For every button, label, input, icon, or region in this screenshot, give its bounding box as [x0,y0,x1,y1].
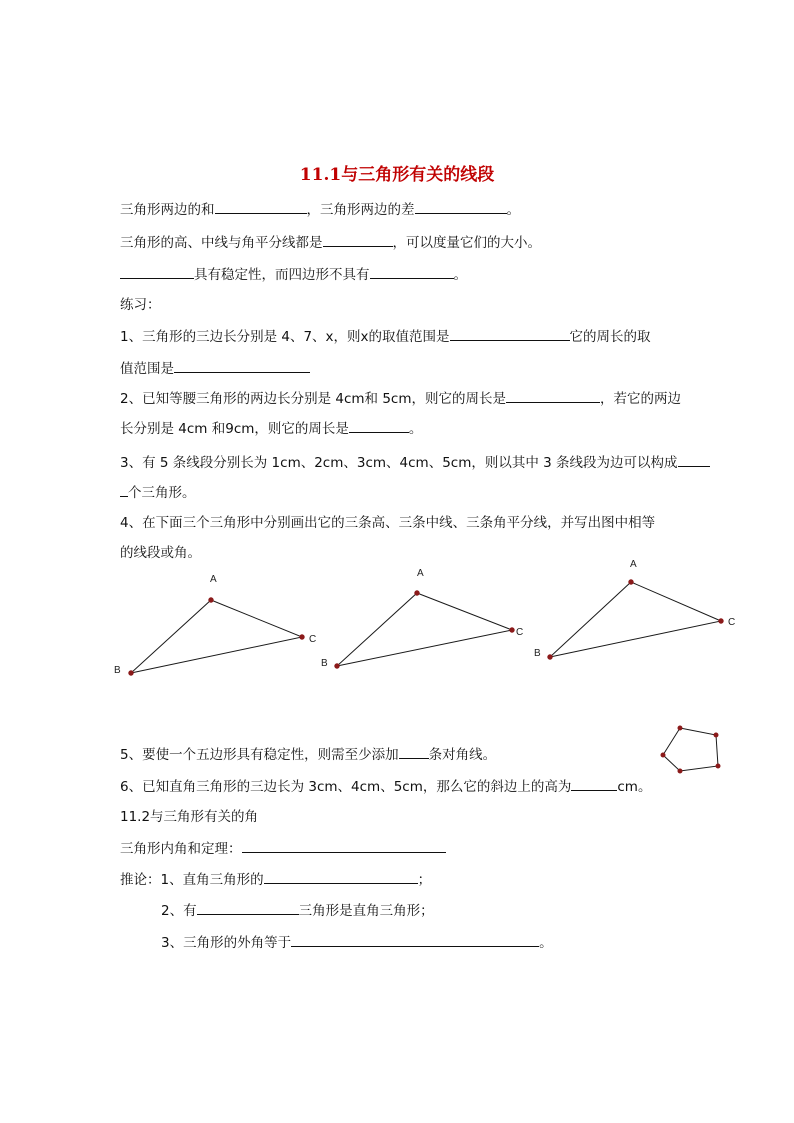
text: 6、已知直角三角形的三边长为 3cm、4cm、5cm，那么它的斜边上的高为 [120,779,572,795]
line-stability [120,264,467,285]
question-6 [120,776,651,797]
question-3-cont [120,482,196,503]
angle-sum-theorem [120,838,446,859]
point-a [629,580,633,584]
text: 3、有 5 条线段分别长为 1cm、2cm、3cm、4cm、5cm，则以其中 3 条线段为边可以构成 [120,455,678,471]
blank[interactable] [415,199,507,214]
question-4-cont: 的线段或角。 [120,545,201,561]
text: 三角形两边的和 [120,202,215,218]
text: 2、已知等腰三角形的两边长分别是 4cm和 5cm，则它的周长是 [120,391,506,407]
label-c: C [516,627,524,638]
text: 。 [506,202,520,218]
text: 。 [539,935,553,951]
question-5 [120,744,496,765]
triangle-outline [550,582,721,657]
point-b [335,664,339,668]
blank[interactable] [174,358,310,373]
point-b [129,671,133,675]
text: 三角形是直角三角形； [298,903,434,919]
point-a [415,591,419,595]
text: cm。 [617,779,652,795]
text: 具有稳定性，而四边形不具有 [194,267,370,283]
text: 3、三角形的外角等于 [161,935,292,951]
triangle-outline [337,593,512,666]
text: ，三角形两边的差 [306,202,415,218]
text: 1、三角形的三边长分别是 4、7、x，则x的取值范围是 [120,329,450,345]
pentagon-outline [663,728,718,771]
question-2 [120,388,681,409]
text: 三角形的高、中线与角平分线都是 [120,235,323,251]
point-c [510,628,514,632]
text: 值范围是 [120,361,174,377]
point-a [209,598,213,602]
corollary-1 [120,869,431,890]
line-sum-diff [120,199,520,220]
section-2-title: 11.2与三角形有关的角 [120,809,259,825]
corollary-2 [161,900,434,921]
text: ，若它的两边 [600,391,681,407]
label-b: B [534,648,541,659]
blank[interactable] [506,388,600,403]
text: 个三角形。 [128,485,196,501]
blank[interactable] [349,418,409,433]
text: 长分别是 4cm 和9cm，则它的周长是 [120,421,349,437]
vertex [716,764,720,768]
label-a: A [417,568,424,579]
question-1 [120,326,651,347]
text: 2、有 [161,903,197,919]
label-a: A [630,559,637,570]
text: ，可以度量它们的大小。 [392,235,541,251]
blank[interactable] [678,452,710,467]
label-b: B [114,665,121,676]
blank[interactable] [242,838,446,853]
corollary-3 [161,932,553,953]
text: 三角形内角和定理： [120,841,242,857]
blank[interactable] [399,744,429,759]
vertex [661,753,665,757]
blank[interactable] [120,264,194,279]
label-c: C [309,634,317,645]
question-1-cont [120,358,310,379]
page-title: 11.1与三角形有关的线段 [299,165,495,185]
text: 推论：1、直角三角形的 [120,872,264,888]
blank[interactable] [215,199,307,214]
blank[interactable] [571,776,617,791]
line-height-median [120,232,541,253]
text: 它的周长的取 [569,329,651,345]
blank[interactable] [370,264,454,279]
question-2-cont [120,418,422,439]
text: 。 [453,267,467,283]
label-c: C [728,617,736,628]
text: 条对角线。 [428,747,497,763]
pentagon-figure [655,720,725,775]
blank[interactable] [197,900,299,915]
text: ； [417,872,432,888]
practice-label: 练习： [120,297,161,313]
text: 5、要使一个五边形具有稳定性，则需至少添加 [120,747,399,763]
vertex [678,726,682,730]
point-c [719,619,723,623]
text: 。 [408,421,423,437]
blank[interactable] [120,482,128,497]
vertex [714,733,718,737]
blank[interactable] [291,932,539,947]
vertex [678,769,682,773]
triangle-figure-2 [315,562,530,674]
question-3 [120,452,710,473]
point-c [300,635,304,639]
question-4: 4、在下面三个三角形中分别画出它的三条高、三条中线、三条角平分线，并写出图中相等 [120,515,656,531]
blank[interactable] [264,869,418,884]
triangle-figure-3 [528,555,743,665]
blank[interactable] [450,326,570,341]
label-b: B [321,658,328,669]
blank[interactable] [323,232,393,247]
point-b [548,655,552,659]
triangle-outline [131,600,302,673]
triangle-figure-1 [110,568,320,683]
label-a: A [210,574,217,585]
